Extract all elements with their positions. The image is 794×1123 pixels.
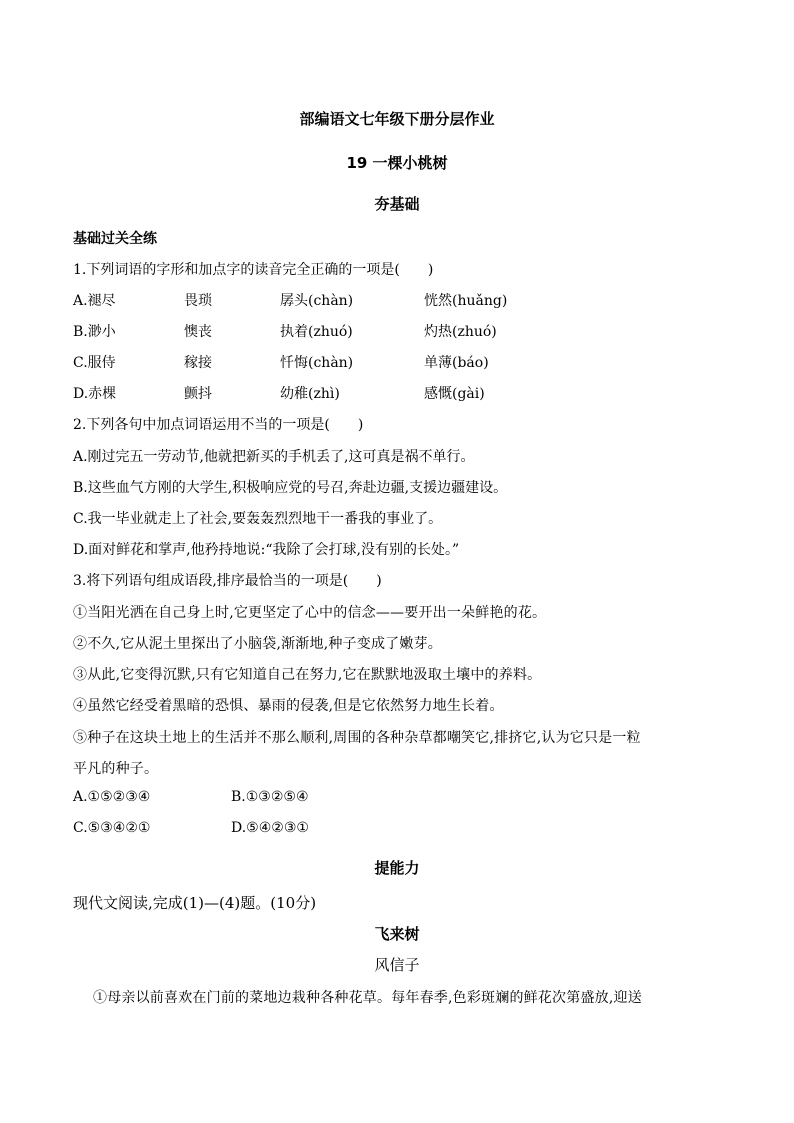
q1-row-b-col1: B.渺小: [73, 324, 116, 340]
q1-row-d-col4: 感慨(gài): [424, 386, 485, 402]
q1-row-b-col4: 灼热(zhuó): [424, 324, 497, 340]
section-heading-basic: 夯基础: [374, 195, 420, 213]
q1-row-c-col1: C.服侍: [73, 355, 116, 371]
q1-row-c-col3: 忏悔(chàn): [280, 355, 354, 371]
q3-option-c: C.⑤③④②①: [73, 820, 151, 836]
q3-sentence-4: ④虽然它经受着黑暗的恐惧、暴雨的侵袭,但是它依然努力地生长着。: [73, 698, 504, 714]
question-3-stem: 3.将下列语句组成语段,排序最恰当的一项是( ): [73, 573, 382, 589]
page-title: 部编语文七年级下册分层作业: [299, 110, 495, 128]
reading-intro: 现代文阅读,完成(1)—(4)题。(10分): [73, 894, 317, 912]
essay-author: 风信子: [374, 956, 420, 974]
q3-sentence-1: ①当阳光洒在自己身上时,它更坚定了心中的信念——要开出一朵鲜艳的花。: [73, 605, 547, 621]
question-2-stem: 2.下列各句中加点词语运用不当的一项是( ): [73, 417, 364, 433]
q1-row-a-col3: 孱头(chàn): [280, 293, 354, 309]
q1-row-a-col2: 畏琐: [184, 293, 212, 309]
q2-option-a: A.刚过完五一劳动节,他就把新买的手机丢了,这可真是祸不单行。: [73, 449, 475, 465]
q2-option-c: C.我一毕业就走上了社会,要轰轰烈烈地干一番我的事业了。: [73, 511, 443, 527]
essay-paragraph-1: ①母亲以前喜欢在门前的菜地边栽种各种花草。每年春季,色彩斑斓的鲜花次第盛放,迎送: [93, 990, 642, 1006]
question-1-stem: 1.下列词语的字形和加点字的读音完全正确的一项是( ): [73, 262, 434, 278]
subsection-heading: 基础过关全练: [73, 231, 157, 247]
q3-sentence-2: ②不久,它从泥土里探出了小脑袋,渐渐地,种子变成了嫩芽。: [73, 636, 442, 652]
q1-row-c-col2: 稼接: [184, 355, 212, 371]
q2-option-d: D.面对鲜花和掌声,他矜持地说:“我除了会打球,没有别的长处。”: [73, 542, 460, 558]
q1-row-a-col1: A.褪尽: [73, 293, 116, 309]
lesson-title: 19 一棵小桃树: [346, 154, 448, 172]
q1-row-a-col4: 恍然(huǎng): [424, 293, 508, 309]
section-heading-advanced: 提能力: [374, 859, 420, 877]
q3-sentence-5: ⑤种子在这块土地上的生活并不那么顺利,周围的各种杂草都嘲笑它,排挤它,认为它只是一粒: [73, 730, 641, 746]
q1-row-d-col3: 幼稚(zhì): [280, 386, 340, 402]
q1-row-d-col1: D.赤棵: [73, 386, 117, 402]
q3-sentence-5-cont: 平凡的种子。: [73, 761, 159, 777]
q3-option-a: A.①⑤②③④: [73, 789, 151, 805]
essay-title: 飞来树: [374, 925, 420, 943]
q1-row-b-col3: 执着(zhuó): [280, 324, 353, 340]
q1-row-c-col4: 单薄(báo): [424, 355, 489, 371]
q3-sentence-3: ③从此,它变得沉默,只有它知道自己在努力,它在默默地汲取土壤中的养料。: [73, 667, 542, 683]
q1-row-d-col2: 颤抖: [184, 386, 212, 402]
q1-row-b-col2: 懊丧: [184, 324, 212, 340]
q3-option-b: B.①③②⑤④: [231, 789, 309, 805]
q3-option-d: D.⑤④②③①: [231, 820, 309, 836]
q2-option-b: B.这些血气方刚的大学生,积极响应党的号召,奔赴边疆,支援边疆建设。: [73, 480, 508, 496]
